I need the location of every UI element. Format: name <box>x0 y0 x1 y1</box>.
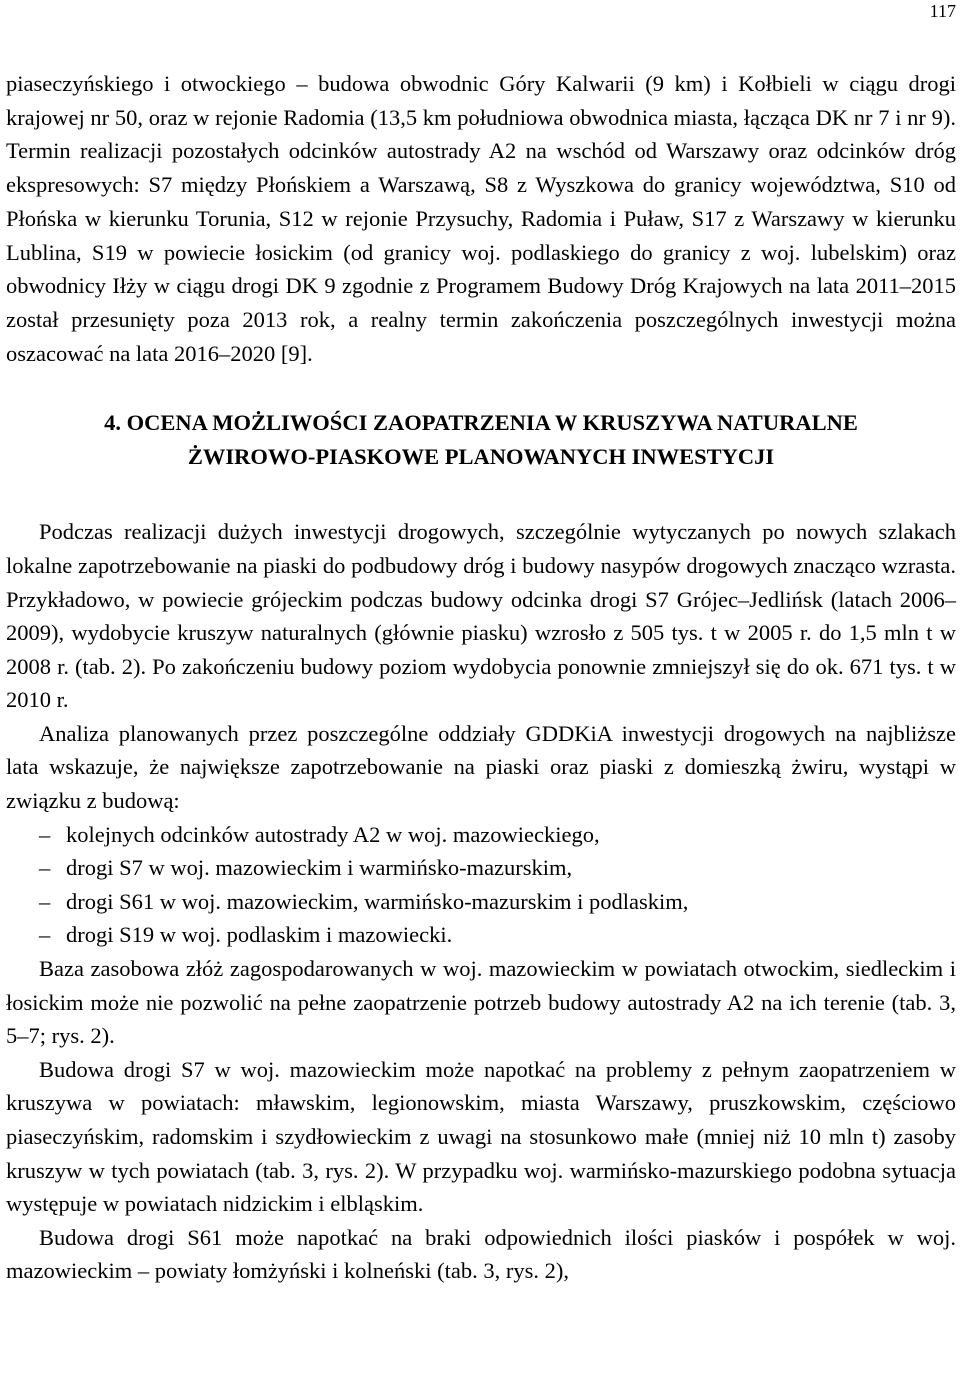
section-heading <box>6 406 956 473</box>
paragraph-gddkia-analysis: Analiza planowanych przez poszczególne oddziały GDDKiA inwestycji drogowych na najbliższe lata wskazuje, że największe zapotrzebowanie na piaski oraz piaski z domieszką żwiru, wystąpi w związku z budową: <box>6 720 956 814</box>
list-item-text: kolejnych odcinków autostrady A2 w woj. mazowieckiego, <box>66 821 600 847</box>
dash-bullet: – <box>39 821 51 847</box>
list-item-text: drogi S7 w woj. mazowieckim i warmińsko-mazurskim, <box>66 855 573 881</box>
page-number: 117 <box>929 1 956 21</box>
intro-paragraph: piaseczyńskiego i otwockiego – budowa obwodnic Góry Kalwarii (9 km) i Kołbieli w ciągu drogi krajowej nr 50, oraz w rejonie Radomia (13,5 km południowa obwodnica miasta, łącząca DK nr 7 i nr 9). Termin realizacji pozostałych odcinków autostrady A2 na wschód od Warszawy oraz odcinków dróg ekspresowych: S7 między Płońskiem a Warszawą, S8 z Wyszkowa do granicy województwa, S10 od Płońska w kierunku Torunia, S12 w rejonie Przysuchy, Radomia i Puław, S17 z Warszawy w kierunku Lublina, S19 w powiecie łosickim (od granicy woj. podlaskiego do granicy z woj. lubelskim) oraz obwodnicy Iłży w ciągu drogi DK 9 zgodnie z Programem Budowy Dróg Krajowych na lata 2011–2015 został przesunięty poza 2013 rok, a realny termin zakończenia poszczególnych inwestycji można oszacować na lata 2016–2020 [9]. <box>6 71 956 366</box>
page-content <box>6 67 956 1288</box>
dash-bullet: – <box>39 888 51 914</box>
list-item-text: drogi S61 w woj. mazowieckim, warmińsko-mazurskim i podlaskim, <box>66 888 689 914</box>
investment-list <box>6 818 956 952</box>
dash-bullet: – <box>39 922 51 948</box>
list-item <box>6 918 956 952</box>
paragraph-s7-construction: Budowa drogi S7 w woj. mazowieckim może napotkać na problemy z pełnym zaopatrzeniem w kruszywa w powiatach: mławskim, legionowskim, miasta Warszawy, pruszkowskim, częściowo piaseczyńskim, radomskim i szydłowieckim z uwagi na stosunkowo małe (mniej niż 10 mln t) zasoby kruszyw w tych powiatach (tab. 3, rys. 2). W przypadku woj. warmińsko-mazurskiego podobna sytuacja występuje w powiatach nidzickim i elbląskim. <box>6 1056 956 1217</box>
list-item-text: drogi S19 w woj. podlaskim i mazowiecki. <box>66 922 453 948</box>
paragraph-resource-base: Baza zasobowa złóż zagospodarowanych w woj. mazowieckim w powiatach otwockim, siedleckim i łosickim może nie pozwolić na pełne zaopatrzenie potrzeb budowy autostrady A2 na ich terenie (tab. 3, 5–7; rys. 2). <box>6 956 956 1049</box>
section-heading-line-2: ŻWIROWO-PIASKOWE PLANOWANYCH INWESTYCJI <box>187 443 775 469</box>
list-item <box>6 885 956 919</box>
section-heading-line-1: 4. OCENA MOŻLIWOŚCI ZAOPATRZENIA W KRUSZYWA NATURALNE <box>104 410 858 436</box>
section-body <box>6 515 956 1288</box>
list-item <box>6 818 956 852</box>
paragraph-s61-construction: Budowa drogi S61 może napotkać na braki odpowiednich ilości piasków i pospółek w woj. mazowieckim – powiaty łomżyński i kolneński (tab. 3, rys. 2), <box>6 1224 956 1284</box>
list-item <box>6 851 956 885</box>
dash-bullet: – <box>39 855 51 881</box>
paragraph-road-construction-demand: Podczas realizacji dużych inwestycji drogowych, szczególnie wytyczanych po nowych szlakach lokalne zapotrzebowanie na piaski do podbudowy dróg i budowy nasypów drogowych znacząco wzrasta. Przykładowo, w powiecie grójeckim podczas budowy odcinka drogi S7 Grójec–Jedlińsk (latach 2006–2009), wydobycie kruszyw naturalnych (głównie piasku) wzrosło z 505 tys. t w 2005 r. do 1,5 mln t w 2008 r. (tab. 2). Po zakończeniu budowy poziom wydobycia ponownie zmniejszył się do ok. 671 tys. t w 2010 r. <box>6 519 956 713</box>
